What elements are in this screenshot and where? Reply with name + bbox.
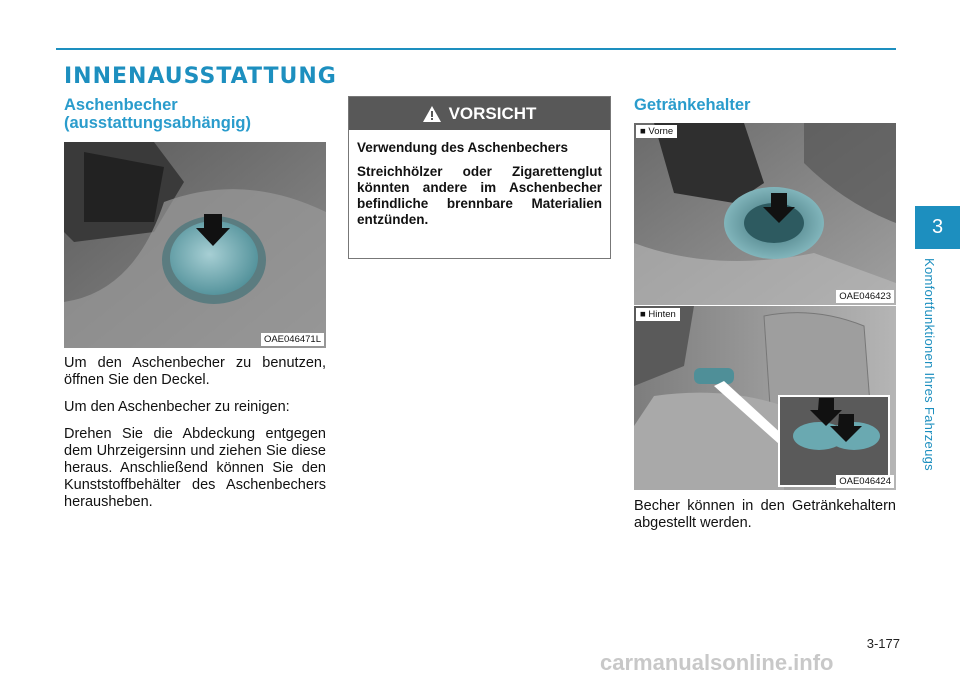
ashtray-photo — [64, 142, 326, 348]
chapter-number: 3 — [915, 206, 960, 249]
ashtray-heading — [64, 96, 251, 132]
front-cupholder-photo — [634, 123, 896, 305]
watermark: carmanualsonline.info — [600, 650, 834, 675]
chapter-title: Komfortfunktionen Ihres Fahrzeugs — [922, 258, 937, 471]
warning-triangle-icon — [423, 106, 441, 122]
caution-body — [349, 130, 610, 228]
ashtray-heading-line1: Aschenbecher — [64, 96, 178, 114]
caution-title: Verwendung des Aschenbechers — [357, 140, 569, 155]
caution-text: Streichhölzer oder Zigarettenglut könnten andere im Aschenbecher befindliche brennbare Materialien entzünden. — [357, 164, 602, 227]
caution-label: VORSICHT — [448, 103, 537, 123]
ashtray-paragraph-open: Um den Aschenbecher zu benutzen, öffnen Sie den Deckel. — [64, 355, 326, 388]
ashtray-illustration — [64, 142, 326, 348]
front-tag: ■ Vorne — [636, 125, 677, 138]
ashtray-text — [64, 355, 326, 521]
rear-cupholder-photo — [634, 306, 896, 490]
rear-cupholder-illustration — [634, 306, 896, 490]
ashtray-paragraph-clean-steps: Drehen Sie die Abdeckung entgegen dem Uhrzeigersinn und ziehen Sie diese heraus. Anschließend können Sie den Kunststoffbehälter des Aschenbechers herausheben. — [64, 426, 326, 510]
ashtray-image-code: OAE046471L — [261, 333, 324, 346]
cupholder-paragraph: Becher können in den Getränkehaltern abgestellt werden. — [634, 498, 896, 531]
cupholder-heading: Getränkehalter — [634, 96, 751, 114]
caution-header — [349, 97, 610, 130]
ashtray-paragraph-clean-intro: Um den Aschenbecher zu reinigen: — [64, 399, 290, 415]
ashtray-heading-line2: (ausstattungsabhängig) — [64, 114, 252, 132]
page-number: 3-177 — [866, 636, 900, 651]
front-cupholder-illustration — [634, 123, 896, 305]
front-image-code: OAE046423 — [836, 290, 894, 303]
rear-tag: ■ Hinten — [636, 308, 680, 321]
section-title: INNENAUSSTATTUNG — [64, 64, 337, 89]
header-rule — [56, 48, 896, 50]
rear-image-code: OAE046424 — [836, 475, 894, 488]
caution-box — [348, 96, 611, 259]
